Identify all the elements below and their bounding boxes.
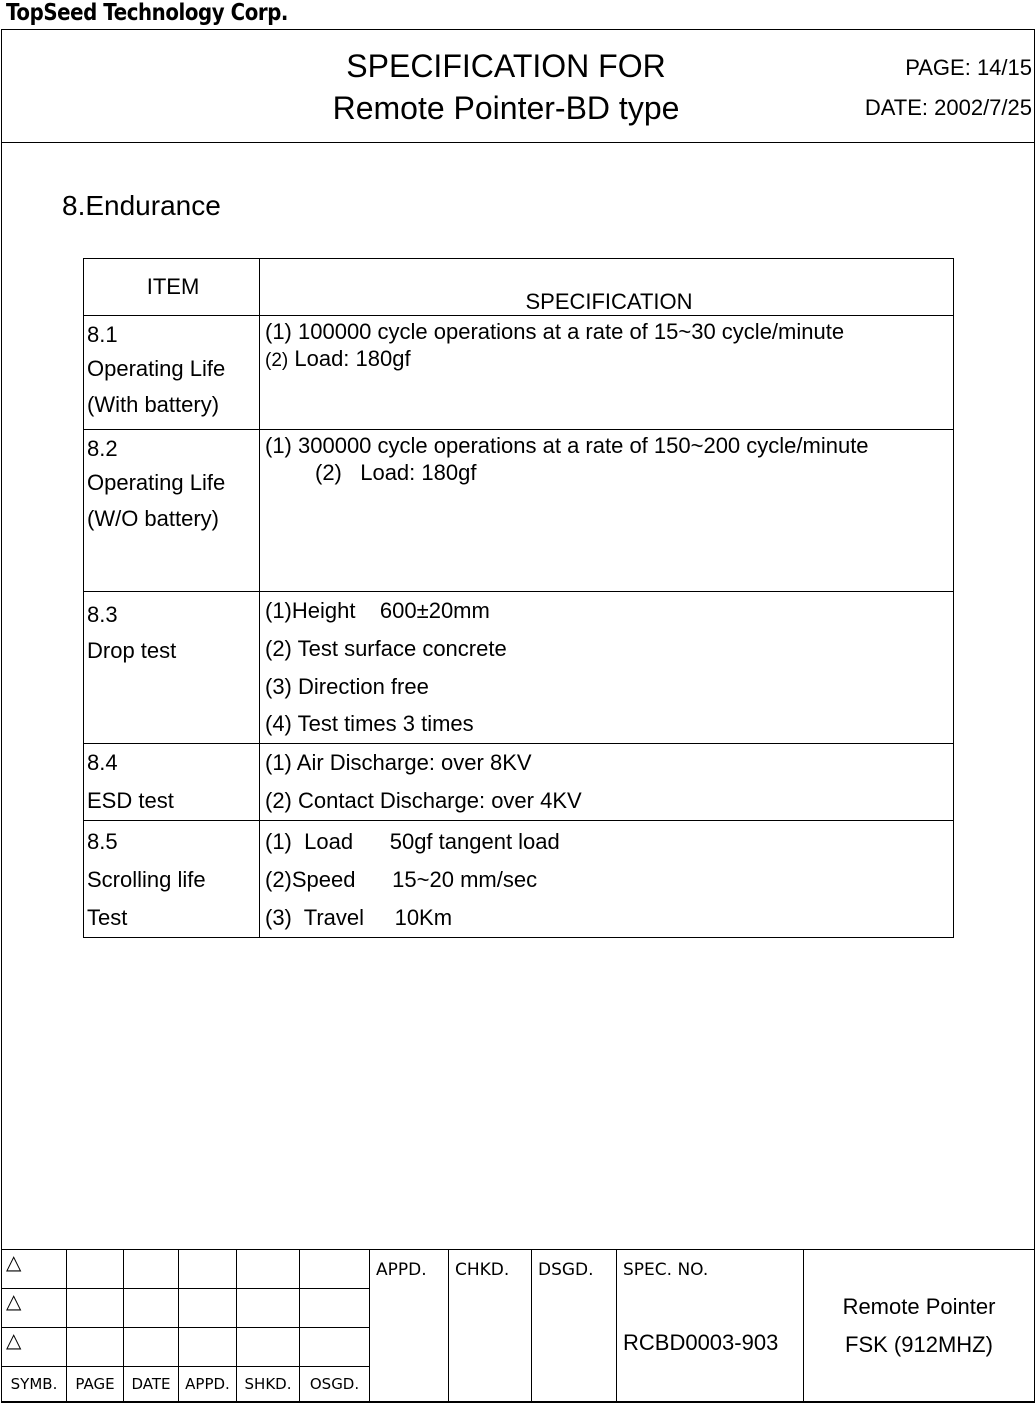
item-number: 8.4 xyxy=(87,750,118,775)
table-row xyxy=(84,592,954,744)
revision-cell xyxy=(300,1289,370,1328)
revision-cell xyxy=(237,1328,300,1367)
spec-line: (1)Height 600±20mm xyxy=(265,598,490,623)
label-appd: APPD. xyxy=(179,1367,237,1402)
spec-line: (2)Speed 15~20 mm/sec xyxy=(265,867,538,892)
item-note: (With battery) xyxy=(87,392,220,417)
table-row xyxy=(84,430,954,592)
spec-line: (2) Load: 180gf xyxy=(315,460,477,485)
revision-cell xyxy=(300,1328,370,1367)
revision-symbol: △ xyxy=(2,1328,67,1367)
spec-line: (3) Travel 10Km xyxy=(265,905,453,930)
company-name: TopSeed Technology Corp. xyxy=(6,0,289,26)
item-note: Test xyxy=(87,905,128,930)
item-number: 8.2 xyxy=(87,436,118,461)
spec-cell xyxy=(260,316,954,430)
spec-cell xyxy=(260,821,954,938)
section-title: 8.Endurance xyxy=(62,190,221,221)
spec-line xyxy=(265,345,953,374)
table-header-row xyxy=(84,259,954,316)
product-line-2: FSK (912MHZ) xyxy=(845,1331,993,1357)
revision-cell xyxy=(179,1328,237,1367)
item-note: (W/O battery) xyxy=(87,506,220,531)
spec-no-value: RCBD0003-903 xyxy=(623,1330,779,1355)
table-row xyxy=(84,744,954,821)
revision-cell xyxy=(237,1289,300,1328)
item-cell xyxy=(84,316,260,430)
revision-cell xyxy=(124,1328,179,1367)
document-date: DATE: 2002/7/25 xyxy=(864,95,1032,120)
label-page: PAGE xyxy=(67,1367,124,1402)
revision-symbol: △ xyxy=(2,1289,67,1328)
item-number: 8.3 xyxy=(87,602,118,627)
revision-cell xyxy=(179,1289,237,1328)
spec-line: (1) Air Discharge: over 8KV xyxy=(265,750,532,775)
spec-cell xyxy=(260,430,954,592)
item-name: Scrolling life xyxy=(87,867,206,892)
revision-cell xyxy=(67,1289,124,1328)
label-symb: SYMB. xyxy=(2,1367,67,1402)
header-divider xyxy=(1,142,1035,143)
header-specification: SPECIFICATION xyxy=(260,259,954,316)
revision-block xyxy=(1,1249,1035,1402)
revision-cell xyxy=(179,1250,237,1289)
spec-line: (4) Test times 3 times xyxy=(265,711,474,736)
revision-cell xyxy=(67,1250,124,1289)
spec-line: (1) 300000 cycle operations at a rate of 150~200 cycle/minute xyxy=(265,433,869,458)
spec-no-column xyxy=(617,1250,804,1402)
label-osgd: OSGD. xyxy=(300,1367,370,1402)
item-name: Operating Life xyxy=(87,356,226,381)
item-cell xyxy=(84,744,260,821)
table-row xyxy=(84,821,954,938)
endurance-table xyxy=(83,258,954,938)
revision-symbol: △ xyxy=(2,1250,67,1289)
title-line-1: SPECIFICATION FOR xyxy=(346,48,666,84)
item-number: 8.1 xyxy=(87,322,118,347)
chkd-column: CHKD. xyxy=(449,1250,532,1402)
spec-line-text: Load: 180gf xyxy=(294,346,411,371)
label-shkd: SHKD. xyxy=(237,1367,300,1402)
item-name: Drop test xyxy=(87,638,177,663)
spec-cell xyxy=(260,744,954,821)
revision-row xyxy=(2,1250,1035,1289)
spec-line: (3) Direction free xyxy=(265,674,429,699)
revision-cell xyxy=(124,1250,179,1289)
item-cell xyxy=(84,821,260,938)
product-name-cell xyxy=(804,1250,1035,1402)
item-cell xyxy=(84,430,260,592)
header-item: ITEM xyxy=(84,259,260,316)
spec-line: (1) 100000 cycle operations at a rate of 15~30 cycle/minute xyxy=(265,319,845,344)
spec-line-number: (2) xyxy=(265,350,289,371)
spec-no-label: SPEC. NO. xyxy=(623,1260,709,1280)
spec-line: (2) Contact Discharge: over 4KV xyxy=(265,788,582,813)
table-row xyxy=(84,316,954,430)
page-number: PAGE: 14/15 xyxy=(905,55,1032,80)
label-date: DATE xyxy=(124,1367,179,1402)
spec-line: (2) Test surface concrete xyxy=(265,636,507,661)
spec-cell xyxy=(260,592,954,744)
item-cell xyxy=(84,592,260,744)
dsgd-column: DSGD. xyxy=(532,1250,617,1402)
revision-cell xyxy=(67,1328,124,1367)
revision-cell xyxy=(124,1289,179,1328)
revision-cell xyxy=(237,1250,300,1289)
item-name: Operating Life xyxy=(87,470,226,495)
item-name: ESD test xyxy=(87,788,174,813)
item-number: 8.5 xyxy=(87,829,118,854)
spec-line: (1) Load 50gf tangent load xyxy=(265,829,560,854)
revision-cell xyxy=(300,1250,370,1289)
product-line-1: Remote Pointer xyxy=(842,1293,996,1319)
title-line-2: Remote Pointer-BD type xyxy=(332,90,680,126)
appd-column: APPD. xyxy=(370,1250,449,1402)
